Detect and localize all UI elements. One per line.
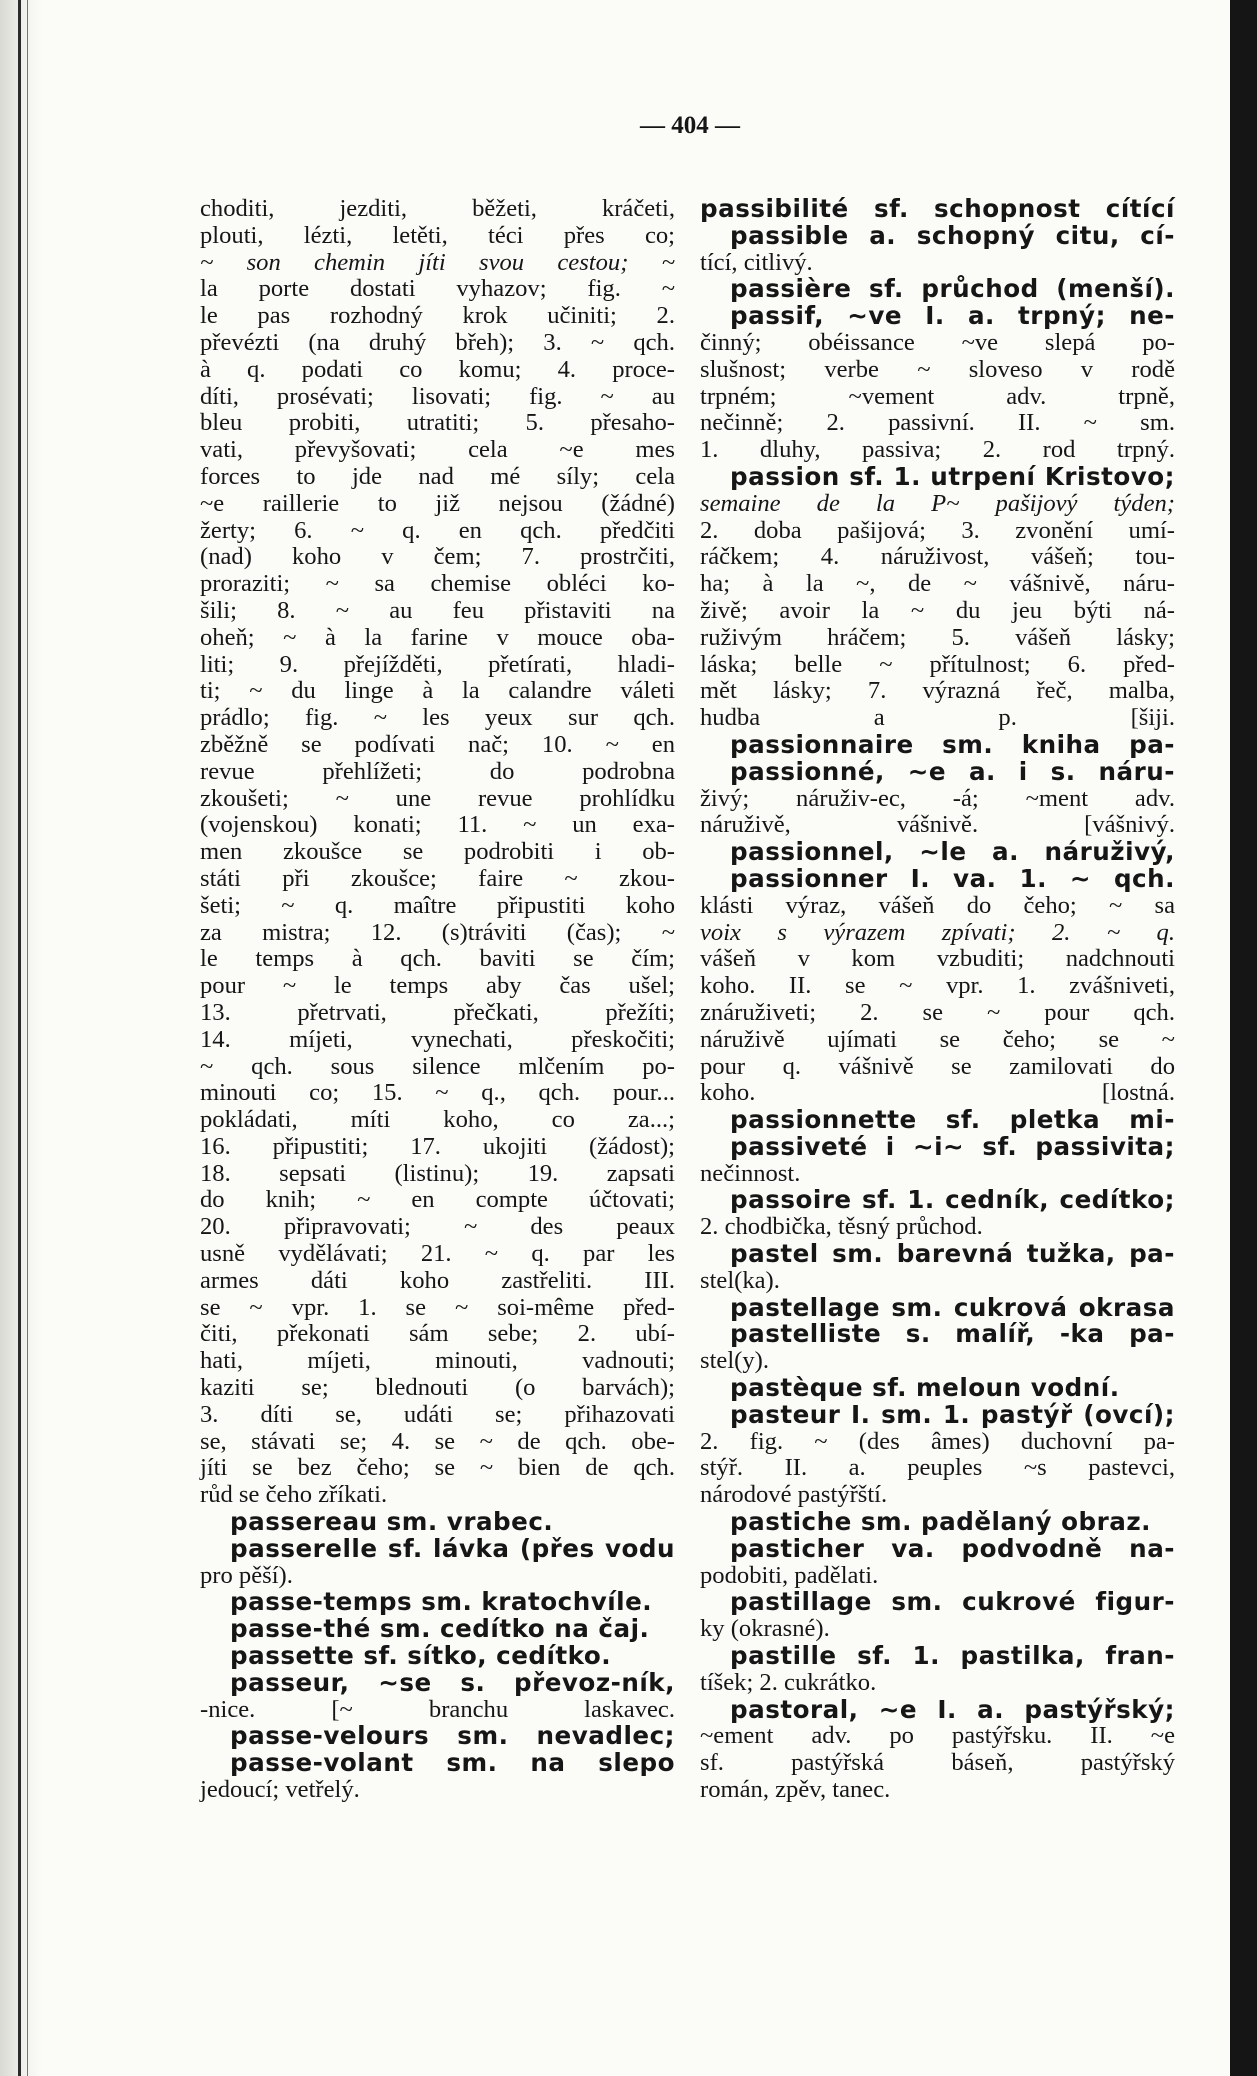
- right-line: román, zpěv, tanec.: [700, 1776, 891, 1804]
- left-line: -nice. [~ branchu laskavec.: [200, 1695, 675, 1723]
- left-line: choditi, jezditi, běžeti, kráčeti,: [200, 195, 675, 222]
- right-line: živě; avoir la ~ du jeu býti ná-: [700, 596, 1175, 624]
- right-line: voix s výrazem zpívati; 2. ~ q.: [700, 918, 1175, 946]
- left-line: prádlo; fig. ~ les yeux sur qch.: [200, 704, 675, 732]
- left-line: se ~ vpr. 1. se ~ soi-même před-: [200, 1293, 675, 1321]
- left-line: hati, míjeti, minouti, vadnouti;: [200, 1347, 675, 1375]
- left-line: ~ son chemin jíti svou cestou; ~: [200, 248, 675, 276]
- entry-headword-line: passeur, ~se s. převoz-ník,: [230, 1667, 675, 1697]
- left-line: bleu probiti, utratiti; 5. přesaho-: [200, 409, 675, 437]
- entry-headword-line: passibilité sf. schopnost cítící: [700, 194, 1175, 223]
- right-line: tíšek; 2. cukrátko.: [700, 1668, 877, 1696]
- entry-headword-line: passionnel, ~le a. náruživý,: [730, 837, 1175, 867]
- right-line: činný; obéissance ~ve slepá po-: [700, 328, 1175, 356]
- right-line: národové pastýřští.: [700, 1481, 888, 1509]
- right-line: 2. chodbička, těsný průchod.: [700, 1213, 983, 1241]
- right-line: stýř. II. a. peuples ~s pastevci,: [700, 1454, 1175, 1482]
- left-line: liti; 9. přejížděti, přetírati, hladi-: [200, 650, 675, 678]
- left-line: la porte dostati vyhazov; fig. ~: [200, 275, 675, 303]
- left-line: ~e raillerie to již nejsou (žádné): [200, 489, 675, 517]
- left-line: 16. připustiti; 17. ukojiti (žádost);: [200, 1132, 675, 1160]
- left-line: 14. míjeti, vynechati, přeskočiti;: [200, 1025, 675, 1053]
- left-line: minouti co; 15. ~ q., qch. pour...: [200, 1079, 675, 1107]
- entry-headword-line: passe-volant sm. na slepo: [230, 1748, 675, 1778]
- right-line: láska; belle ~ přítulnost; 6. před-: [700, 650, 1175, 678]
- entry-headword-line: passionner I. va. 1. ~ qch.: [730, 863, 1175, 893]
- right-line: ha; à la ~, de ~ vášnivě, náru-: [700, 570, 1175, 598]
- right-line: stel(y).: [700, 1347, 769, 1375]
- entry-headword-line: passe-thé sm. cedítko na čaj.: [230, 1614, 650, 1644]
- entry-headword-line: passe-velours sm. nevadlec;: [230, 1721, 675, 1751]
- left-line: za mistra; 12. (s)tráviti (čas); ~: [200, 918, 675, 946]
- left-column: [200, 196, 675, 1804]
- right-line: klásti výraz, vášeň do čeho; ~ sa: [700, 891, 1175, 919]
- entry-headword-line: pasticher va. podvodně na-: [730, 1533, 1175, 1563]
- entry-headword-line: passette sf. sítko, cedítko.: [230, 1641, 612, 1671]
- entry-headword-line: pastèque sf. meloun vodní.: [730, 1373, 1120, 1403]
- right-column: [700, 196, 1175, 1804]
- right-line: nečinně; 2. passivní. II. ~ sm.: [700, 409, 1175, 437]
- left-line: růd se čeho zříkati.: [200, 1481, 388, 1509]
- right-line: náruživě, vášnivě. [vášnivý.: [700, 811, 1175, 839]
- left-line: pokládati, míti koho, co za...;: [200, 1106, 675, 1134]
- right-line: semaine de la P~ pašijový týden;: [700, 489, 1175, 517]
- entry-headword-line: pastoral, ~e I. a. pastýřský;: [730, 1694, 1175, 1724]
- gutter-rule: [18, 0, 21, 2076]
- left-line: pour ~ le temps aby čas ušel;: [200, 972, 675, 1000]
- left-line: (nad) koho v čem; 7. prostrčiti,: [200, 543, 675, 571]
- left-line: pro pěší).: [200, 1561, 293, 1589]
- entry-headword-line: passible a. schopný citu, cí-: [730, 220, 1175, 250]
- entry-headword-line: pastellage sm. cukrová okrasa: [730, 1292, 1175, 1322]
- left-line: 18. sepsati (listinu); 19. zapsati: [200, 1159, 675, 1187]
- left-line: kaziti se; blednouti (o barvách);: [200, 1374, 675, 1402]
- left-line: čiti, překonati sám sebe; 2. ubí-: [200, 1320, 675, 1348]
- left-line: à q. podati co komu; 4. proce-: [200, 355, 675, 383]
- left-line: plouti, lézti, letěti, téci přes co;: [200, 221, 675, 249]
- left-line: 3. díti se, udáti se; přihazovati: [200, 1400, 675, 1428]
- right-line: 1. dluhy, passiva; 2. rod trpný.: [700, 436, 1175, 464]
- right-line: ky (okrasné).: [700, 1615, 830, 1643]
- right-line: 2. doba pašijová; 3. zvonění umí-: [700, 516, 1175, 544]
- right-line: sf. pastýřská báseň, pastýřský: [700, 1749, 1175, 1777]
- entry-headword-line: passiveté i ~i~ sf. passivita;: [730, 1131, 1175, 1161]
- left-line: díti, prosévati; lisovati; fig. ~ au: [200, 382, 675, 410]
- left-line: do knih; ~ en compte účtovati;: [200, 1186, 675, 1214]
- entry-headword-line: pastelliste s. malíř, -ka pa-: [730, 1319, 1175, 1349]
- right-line: nečinnost.: [700, 1159, 801, 1187]
- right-line: ~ement adv. po pastýřsku. II. ~e: [700, 1722, 1175, 1750]
- entry-headword-line: passe-temps sm. kratochvíle.: [230, 1587, 653, 1617]
- entry-headword-line: passereau sm. vrabec.: [230, 1507, 554, 1537]
- right-line: vášeň v kom vzbuditi; nadchnouti: [700, 945, 1175, 973]
- left-line: se, stávati se; 4. se ~ de qch. obe-: [200, 1427, 675, 1455]
- right-line: pour q. vášnivě se zamilovati do: [700, 1052, 1175, 1080]
- left-line: 20. připravovati; ~ des peaux: [200, 1213, 675, 1241]
- right-line: ráčkem; 4. náruživost, vášeň; tou-: [700, 543, 1175, 571]
- right-line: trpném; ~vement adv. trpně,: [700, 382, 1175, 410]
- entry-headword-line: passion sf. 1. utrpení Kristovo;: [730, 461, 1175, 491]
- left-line: šeti; ~ q. maître připustiti koho: [200, 891, 675, 919]
- left-line: jedoucí; vetřelý.: [200, 1776, 360, 1804]
- left-line: 13. přetrvati, přečkati, přežíti;: [200, 998, 675, 1026]
- entry-headword-line: passionnaire sm. kniha pa-: [730, 729, 1175, 759]
- page-number: — 404 —: [640, 112, 740, 139]
- right-line: stel(ka).: [700, 1266, 780, 1294]
- left-line: ti; ~ du linge à la calandre váleti: [200, 677, 675, 705]
- left-line: revue přehlížeti; do podrobna: [200, 757, 675, 785]
- left-line: zkoušeti; ~ une revue prohlídku: [200, 784, 675, 812]
- right-line: ruživým hráčem; 5. vášeň lásky;: [700, 623, 1175, 651]
- entry-headword-line: passoire sf. 1. cedník, cedítko;: [730, 1185, 1175, 1215]
- left-line: státi při zkoušce; faire ~ zkou-: [200, 864, 675, 892]
- left-line: le pas rozhodný krok učiniti; 2.: [200, 302, 675, 330]
- left-line: usně vydělávati; 21. ~ q. par les: [200, 1240, 675, 1268]
- left-line: men zkoušce se podrobiti i ob-: [200, 838, 675, 866]
- right-line: tící, citlivý.: [700, 248, 813, 276]
- left-line: oheň; ~ à la farine v mouce oba-: [200, 623, 675, 651]
- left-line: vati, převyšovati; cela ~e mes: [200, 436, 675, 464]
- left-line: forces to jde nad mé síly; cela: [200, 462, 675, 490]
- entry-headword-line: pastel sm. barevná tužka, pa-: [730, 1239, 1175, 1269]
- right-line: náruživě ujímati se čeho; se ~: [700, 1025, 1175, 1053]
- entry-headword-line: passerelle sf. lávka (přes vodu: [230, 1533, 675, 1563]
- binding-gutter: [0, 0, 42, 2076]
- left-line: jíti se bez čeho; se ~ bien de qch.: [200, 1454, 675, 1482]
- gutter-rule-thin: [27, 0, 28, 2076]
- entry-headword-line: passière sf. průchod (menší).: [730, 274, 1175, 304]
- scan-edge: [1230, 0, 1257, 2076]
- right-line: znáruživeti; 2. se ~ pour qch.: [700, 998, 1175, 1026]
- entry-headword-line: passif, ~ve I. a. trpný; ne-: [730, 301, 1175, 331]
- right-line: koho. II. se ~ vpr. 1. zvášniveti,: [700, 972, 1175, 1000]
- entry-headword-line: pastiche sm. padělaný obraz.: [730, 1507, 1152, 1537]
- left-line: převézti (na druhý břeh); 3. ~ qch.: [200, 328, 675, 356]
- left-line: proraziti; ~ sa chemise obléci ko-: [200, 570, 675, 598]
- right-line: 2. fig. ~ (des âmes) duchovní pa-: [700, 1427, 1175, 1455]
- left-line: armes dáti koho zastřeliti. III.: [200, 1266, 675, 1294]
- left-line: zběžně se podívati nač; 10. ~ en: [200, 730, 675, 758]
- left-line: le temps à qch. baviti se čím;: [200, 945, 675, 973]
- entry-headword-line: passionné, ~e a. i s. náru-: [730, 756, 1175, 786]
- entry-headword-line: pasteur I. sm. 1. pastýř (ovcí);: [730, 1399, 1175, 1429]
- left-line: (vojenskou) konati; 11. ~ un exa-: [200, 811, 675, 839]
- right-line: podobiti, padělati.: [700, 1561, 879, 1589]
- left-line: šili; 8. ~ au feu přistaviti na: [200, 596, 675, 624]
- right-line: hudba a p. [šiji.: [700, 704, 1175, 732]
- right-line: koho. [lostná.: [700, 1079, 1175, 1107]
- right-line: slušnost; verbe ~ sloveso v rodě: [700, 355, 1175, 383]
- right-line: živý; náruživ-ec, -á; ~ment adv.: [700, 784, 1175, 812]
- left-line: ~ qch. sous silence mlčením po-: [200, 1052, 675, 1080]
- right-line: mět lásky; 7. výrazná řeč, malba,: [700, 677, 1175, 705]
- entry-headword-line: pastille sf. 1. pastilka, fran-: [730, 1641, 1175, 1671]
- entry-headword-line: passionnette sf. pletka mi-: [730, 1105, 1175, 1135]
- entry-headword-line: pastillage sm. cukrové figur-: [730, 1587, 1175, 1617]
- left-line: žerty; 6. ~ q. en qch. předčiti: [200, 516, 675, 544]
